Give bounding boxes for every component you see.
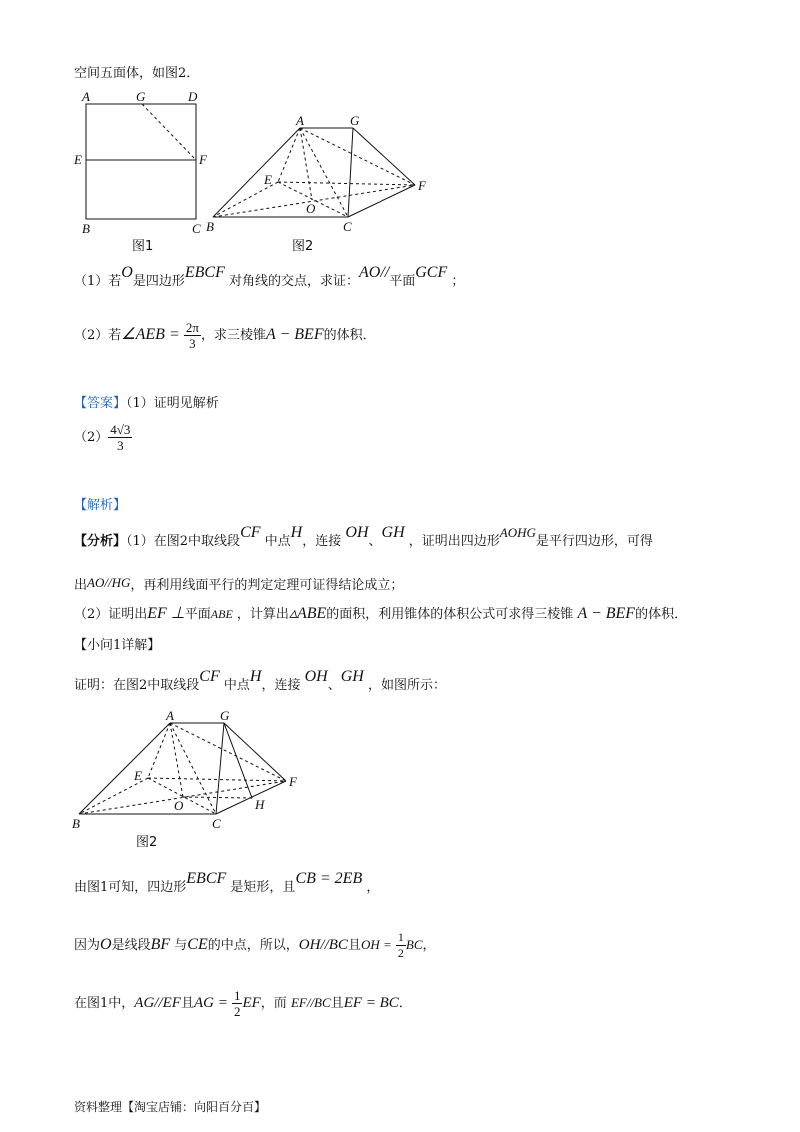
l3-c: ，而	[260, 996, 287, 1011]
proof-CF: CF	[199, 668, 220, 685]
proof-sep: 、	[327, 678, 341, 693]
q1-O: O	[121, 264, 133, 281]
l2-d: 的中点，所以，	[207, 938, 299, 953]
l3-den: 2	[233, 1004, 241, 1019]
label-B: B	[206, 219, 214, 234]
figure-2	[200, 110, 440, 258]
label-E: E	[264, 172, 272, 187]
label-O: O	[174, 798, 184, 813]
analysis-triangle: ▵ABE	[288, 605, 327, 622]
analysis-p1e: 是平行四边形，可得	[535, 534, 653, 549]
analysis-p2a: 出	[74, 578, 88, 593]
answer-2-prefix: （2）	[74, 430, 109, 445]
q2-num: 2π	[185, 320, 199, 335]
l2-parallel: OH//BC	[298, 937, 348, 953]
answer-den: 3	[117, 438, 124, 453]
l1-c: ，	[366, 880, 380, 895]
label-D: D	[188, 89, 198, 104]
analysis-H: H	[290, 524, 303, 541]
label-B: B	[82, 221, 90, 236]
caption-fig1: 图1	[132, 239, 154, 254]
l2-lhs: OH =	[360, 937, 392, 952]
label-C: C	[192, 221, 201, 236]
proof-a: 证明：在图2中取线段	[74, 678, 200, 693]
l2-c: 与	[174, 938, 188, 953]
label-B: B	[72, 816, 80, 831]
q2-fraction	[184, 320, 201, 351]
label-E: E	[134, 768, 142, 783]
caption-fig2: 图2	[292, 239, 314, 254]
label-F: F	[289, 774, 297, 789]
l2-CE: CE	[187, 936, 208, 953]
label-G: G	[220, 708, 230, 723]
analysis-line-1	[74, 524, 653, 550]
line-figure1	[74, 988, 412, 1019]
analysis-GH: GH	[381, 524, 405, 541]
analysis-p3e: 的体积．	[635, 607, 688, 622]
l2-BF: BF	[150, 936, 171, 953]
q1-t3: 平面	[389, 274, 416, 289]
answer-1: （1）证明见解析	[126, 396, 219, 411]
l2-e: 且	[347, 938, 361, 953]
answer-num: 4√3	[110, 422, 131, 437]
l2-den: 2	[397, 946, 404, 960]
q2-pyramid: A − BEF	[265, 326, 324, 343]
label-A: A	[166, 708, 174, 723]
question-1	[74, 264, 465, 290]
l1-a: 由图1可知，四边形	[74, 880, 187, 895]
label-F: F	[418, 178, 426, 193]
label-C: C	[212, 816, 221, 831]
l3-rhs: EF	[242, 995, 261, 1011]
analysis-EF: EF ⊥	[147, 605, 185, 622]
l1-b: 是矩形，且	[230, 880, 296, 895]
l1-eq: CB = 2EB	[295, 870, 363, 887]
l2-b: 是线段	[111, 938, 151, 953]
analysis-AOHG: AOHG	[499, 525, 536, 540]
l3-eq: EF = BC	[343, 995, 399, 1011]
q1-prefix: （1）若	[74, 274, 122, 289]
proof-d: ，如图所示：	[367, 678, 446, 693]
analysis-CF: CF	[240, 524, 261, 541]
l3-parallel-2: EF//BC	[290, 995, 331, 1010]
analysis-ABE: ABE	[210, 607, 233, 621]
analysis-line-2	[74, 574, 403, 593]
l3-e: ．	[398, 996, 412, 1011]
analysis-p1c: ，连接	[302, 534, 342, 549]
answer-line-2	[74, 422, 132, 453]
l3-lhs: AG =	[193, 995, 228, 1011]
q1-end: ；	[451, 274, 465, 289]
proof-H: H	[249, 668, 262, 685]
label-H: H	[255, 797, 265, 812]
q1-t1: 是四边形	[132, 274, 185, 289]
figure-2-with-H	[66, 706, 316, 854]
l2-f: ，	[422, 938, 436, 953]
question-2	[74, 320, 376, 351]
l3-a: 在图1中，	[74, 996, 135, 1011]
label-E: E	[74, 152, 82, 167]
analysis-pyramid: A − BEF	[577, 605, 636, 622]
analysis-tag: 【分析】	[74, 534, 127, 549]
analysis-sep: 、	[368, 534, 382, 549]
q2-den: 3	[189, 336, 196, 351]
q1-t2: 对角线的交点，求证：	[229, 274, 360, 289]
rectangle-abcd	[86, 104, 196, 219]
l2-O: O	[100, 936, 112, 953]
label-G: G	[136, 89, 146, 104]
proof-GH: GH	[340, 668, 364, 685]
label-A: A	[82, 89, 90, 104]
analysis-p3d: 的面积，利用锥体的体积公式可求得三棱锥	[326, 607, 574, 622]
l3-b: 且	[180, 996, 194, 1011]
jiexi-tag: 【解析】	[74, 498, 127, 513]
analysis-p3b: 平面	[184, 607, 211, 622]
q1-GCF: GCF	[415, 264, 448, 281]
sub1-tag: 【小问1详解】	[74, 638, 161, 653]
l2-num: 1	[397, 930, 404, 944]
label-A: A	[296, 113, 304, 128]
q2-t2: 的体积．	[323, 328, 376, 343]
answer-line-1	[74, 392, 219, 411]
analysis-p1d: ，证明出四边形	[408, 534, 500, 549]
line-rectangle	[74, 870, 380, 896]
analysis-AOHG-parallel: AO//HG	[87, 575, 131, 590]
l3-parallel: AG//EF	[134, 995, 181, 1011]
line-midpoint	[74, 930, 436, 961]
l1-quad: EBCF	[186, 870, 227, 887]
q2-t1: ，求三棱锥	[200, 328, 266, 343]
analysis-p1a: （1）在图2中取线段	[126, 534, 241, 549]
l2-rhs: BC	[405, 937, 423, 952]
label-C: C	[343, 219, 352, 234]
analysis-p2b: ，再利用线面平行的判定定理可证得结论成立；	[130, 578, 404, 593]
q1-quad: EBCF	[184, 264, 225, 281]
label-G: G	[350, 113, 360, 128]
answer-2-fraction	[108, 422, 132, 453]
l2-fraction	[396, 930, 406, 961]
analysis-line-3	[74, 603, 687, 623]
footer-text: 资料整理【淘宝店铺：向阳百分百】	[74, 1100, 267, 1114]
q1-AO: AO//	[359, 264, 390, 281]
l3-fraction	[232, 988, 243, 1019]
segment-gf-dashed	[142, 104, 196, 160]
caption-fig3: 图2	[136, 835, 158, 850]
q2-prefix: （2）若	[74, 328, 122, 343]
l3-num: 1	[233, 988, 241, 1003]
intro-text: 空间五面体，如图2．	[74, 66, 200, 81]
figure-1	[70, 86, 210, 256]
proof-OH: OH	[304, 668, 328, 685]
analysis-p1b: 中点	[264, 534, 291, 549]
analysis-p3a: （2）证明出	[74, 607, 148, 622]
proof-c: ，连接	[261, 678, 301, 693]
analysis-OH: OH	[345, 524, 369, 541]
label-F: F	[199, 152, 207, 167]
q2-angle: ∠AEB =	[121, 326, 180, 343]
analysis-p3c: ，计算出	[236, 607, 289, 622]
proof-b: 中点	[223, 678, 250, 693]
l2-a: 因为	[74, 938, 101, 953]
answer-tag: 【答案】	[74, 396, 127, 411]
l3-d: 且	[330, 996, 344, 1011]
proof-line	[74, 668, 446, 694]
label-O: O	[306, 201, 316, 216]
